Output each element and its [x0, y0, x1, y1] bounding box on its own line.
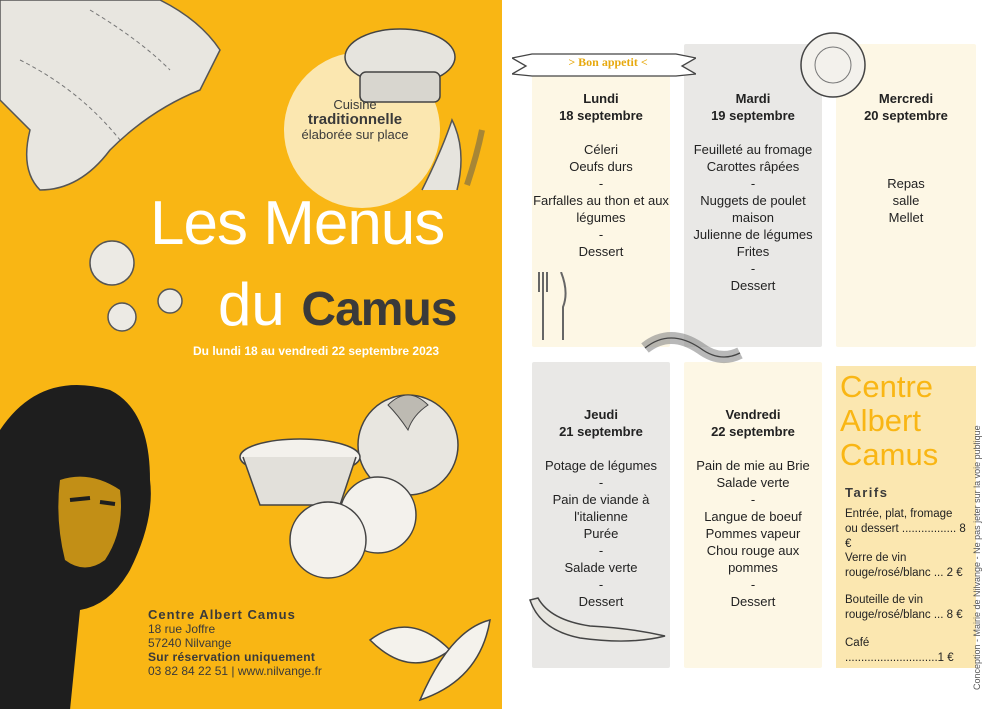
contact-street: 18 rue Joffre — [148, 622, 216, 636]
cuisine-traditionnelle: traditionnelle — [307, 111, 403, 128]
centre-title-line: Camus — [840, 437, 939, 472]
mushroom-icon — [82, 235, 192, 335]
day-name: Mercredi — [878, 91, 934, 106]
menu-item: - — [598, 176, 604, 191]
menu-item: Carottes râpées — [706, 159, 800, 174]
cuisine-line: Cuisine — [333, 97, 377, 112]
contact-phone-web: 03 82 84 22 51 | www.nilvange.fr — [148, 664, 322, 678]
menu-item: Purée — [583, 526, 619, 541]
menu-item: - — [598, 577, 604, 592]
menu-item: - — [750, 261, 756, 276]
cutlery-icon — [535, 272, 575, 342]
menu-item: Nuggets de poulet maison — [700, 193, 806, 225]
price-line: rouge/rosé/blanc ... 2 € — [845, 567, 963, 579]
menu-item: Feuilleté au fromage — [693, 142, 813, 157]
title-camus: Camus — [301, 283, 457, 336]
contact-block — [148, 608, 322, 678]
fusilli-icon — [412, 110, 492, 200]
day-menu — [684, 141, 822, 294]
day-date: 19 septembre — [711, 108, 795, 123]
tart-tomato-illustration — [238, 385, 478, 585]
leaves-illustration — [360, 600, 500, 709]
price-item — [845, 551, 971, 581]
price-line: Verre de vin — [845, 552, 907, 564]
menu-item: Dessert — [730, 278, 776, 293]
tarifs-label: Tarifs — [845, 485, 889, 500]
menu-item: - — [598, 543, 604, 558]
menu-item: Salade verte — [716, 475, 790, 490]
menu-item: Chou rouge aux pommes — [706, 543, 800, 575]
cuisine-tagline — [290, 97, 420, 142]
menu-item: Repas — [887, 176, 925, 191]
price-item — [845, 593, 971, 623]
menu-item: Salade verte — [564, 560, 638, 575]
menu-item: Langue de boeuf — [704, 509, 802, 524]
day-menu — [532, 141, 670, 260]
menu-item: Julienne de légumes — [693, 227, 813, 242]
day-date: 18 septembre — [559, 108, 643, 123]
menu-item: Dessert — [578, 594, 624, 609]
title-du: du — [218, 271, 285, 338]
title-les-menus: Les Menus — [150, 189, 445, 258]
ribbon-text: > Bon appetit < — [568, 55, 648, 69]
contact-name: Centre Albert Camus — [148, 607, 296, 622]
day-date: 22 septembre — [711, 424, 795, 439]
menu-item: Pommes vapeur — [705, 526, 801, 541]
day-name: Lundi — [583, 91, 619, 106]
price-line: ou dessert ................. 8 € — [845, 523, 966, 550]
fusilli-icon — [640, 318, 750, 378]
menu-item: Farfalles au thon et aux légumes — [533, 193, 669, 225]
menu-item: - — [750, 492, 756, 507]
day-name: Mardi — [735, 91, 771, 106]
menu-item: Oeufs durs — [569, 159, 633, 174]
price-item — [845, 636, 971, 666]
centre-title-line: Albert — [840, 403, 921, 438]
menu-item: Potage de légumes — [544, 458, 658, 473]
day-menu — [532, 457, 670, 610]
menu-item — [836, 158, 976, 175]
menu-item: Céleri — [584, 142, 618, 157]
menu-item: Frites — [736, 244, 770, 259]
day-card-vendredi — [684, 362, 822, 668]
menu-item: - — [750, 176, 756, 191]
title-du-camus — [218, 270, 456, 339]
contact-city: 57240 Nilvange — [148, 636, 232, 650]
menu-item: salle — [892, 193, 920, 208]
menu-dates: Du lundi 18 au vendredi 22 septembre 2023 — [193, 344, 440, 358]
side-note: Conception - Mairie de Nilvange - Ne pas jeter sur la voie publique — [972, 425, 982, 690]
day-name: Jeudi — [584, 407, 618, 422]
contact-reservation: Sur réservation uniquement — [148, 650, 316, 664]
price-line: Café .............................1 € — [845, 637, 954, 664]
menu-item: - — [750, 577, 756, 592]
napkin-illustration — [0, 0, 230, 200]
menu-item: - — [598, 475, 604, 490]
cuisine-line: élaborée sur place — [301, 127, 409, 142]
tomato-slice-icon — [798, 30, 868, 100]
menu-item: Pain de viande à l'italienne — [552, 492, 650, 524]
day-name: Vendredi — [725, 407, 781, 422]
price-line: rouge/rosé/blanc ... 8 € — [845, 609, 963, 621]
centre-pricing-box — [836, 366, 976, 668]
menu-item: Dessert — [578, 244, 624, 259]
day-date: 21 septembre — [559, 424, 643, 439]
centre-title-line: Centre — [840, 369, 934, 404]
day-menu — [836, 141, 976, 226]
chili-pepper-icon — [520, 590, 670, 650]
price-line: Entrée, plat, fromage — [845, 508, 953, 520]
price-line: Bouteille de vin — [845, 594, 923, 606]
menu-item: Pain de mie au Brie — [696, 458, 810, 473]
menu-item: Mellet — [888, 210, 924, 225]
menu-item — [836, 141, 976, 158]
menu-item: - — [598, 227, 604, 242]
day-date: 20 septembre — [864, 108, 948, 123]
price-item — [845, 507, 971, 552]
menu-item: Dessert — [730, 594, 776, 609]
day-menu — [684, 457, 822, 610]
centre-title — [840, 370, 938, 472]
